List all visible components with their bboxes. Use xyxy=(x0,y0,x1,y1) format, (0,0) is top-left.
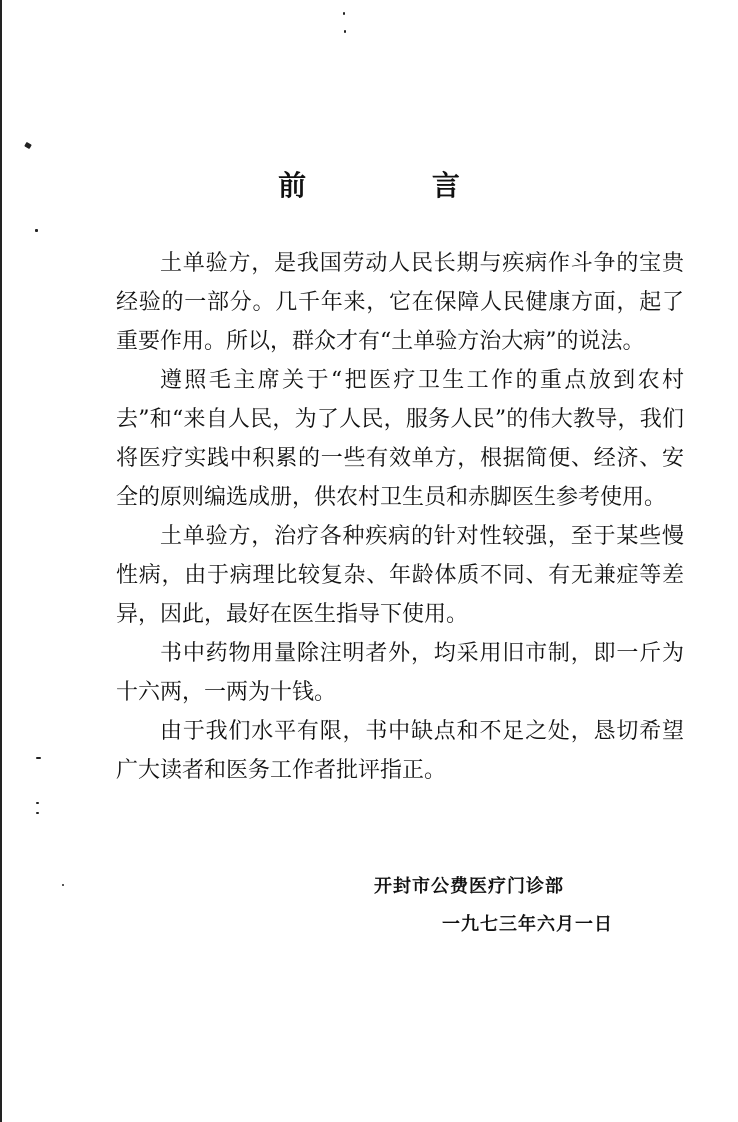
paragraph: 土单验方，是我国劳动人民长期与疾病作斗争的宝贵经验的一部分。几千年来，它在保障人民健康方面，起了重要作用。所以，群众才有“土单验方治大病”的说法。 xyxy=(116,251,684,354)
scan-speck xyxy=(344,30,346,33)
paragraph: 遵照毛主席关于“把医疗卫生工作的重点放到农村去”和“来自人民，为了人民，服务人民”的伟大教导，我们将医疗实践中积累的一些有效单方，根据简便、经济、安全的原则编选成册，供农村卫生员和赤脚医生参考使用。 xyxy=(116,368,684,510)
scan-speck xyxy=(36,812,39,814)
scan-speck xyxy=(36,757,41,759)
page-title: 前 言 xyxy=(278,169,518,202)
paragraph: 书中药物用量除注明者外，均采用旧市制，即一斤为十六两，一两为十钱。 xyxy=(116,641,684,705)
preface-body xyxy=(116,244,684,790)
scan-speck xyxy=(62,884,64,886)
scan-speck xyxy=(36,802,39,804)
paragraph: 由于我们水平有限，书中缺点和不足之处，恳切希望广大读者和医务工作者批评指正。 xyxy=(116,719,684,783)
signature-organization: 开封市公费医疗门诊部 xyxy=(374,876,564,897)
scan-speck xyxy=(343,12,345,15)
scan-speck xyxy=(24,142,32,149)
signature-date: 一九七三年六月一日 xyxy=(442,914,613,935)
paragraph: 土单验方，治疗各种疾病的针对性较强，至于某些慢性病，由于病理比较复杂、年龄体质不同、有无兼症等差异，因此，最好在医生指导下使用。 xyxy=(116,524,684,627)
scan-speck xyxy=(35,229,38,232)
